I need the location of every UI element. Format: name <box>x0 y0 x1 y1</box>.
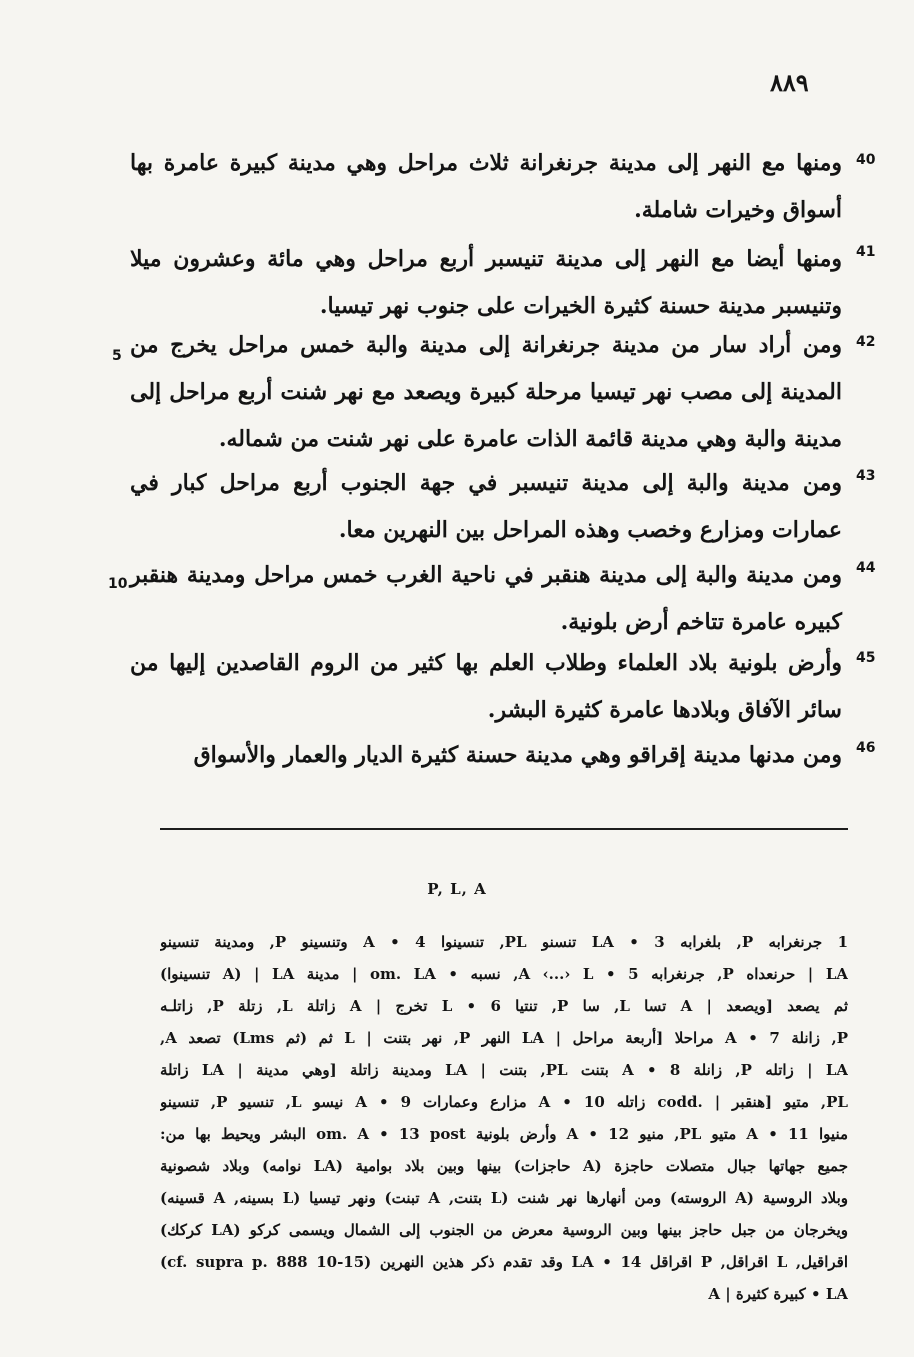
paragraph-number: 41 <box>856 244 876 260</box>
apparatus-line: اقراقيل, L اقراقل, P اقراقل 14 • LA وقد تقدم ذكر هذين النهرين (cf. supra p. 888 10-15) <box>160 1253 848 1271</box>
apparatus-line: وبلاد الروسية (A الروسته) ومن أنهارها نهر شنت (L بتنت, A تبنت) ونهر تيسيا (L بسينه, A قسينه) <box>160 1189 848 1207</box>
paragraph-42: ومن أراد سار من مدينة جرنغرانة إلى مدينة والبة خمس مراحل يخرج من المدينة إلى مصب نهر تيسيا مرحلة كبيرة ويصعد مع نهر شنت أربع مراحل إلى مدينة والبة وهي مدينة قائمة الذات عامرة على نهر شنت من شماله. <box>130 332 843 452</box>
margin-line-number: 10 <box>108 576 128 592</box>
paragraph-number: 42 <box>856 334 876 350</box>
apparatus-line: P, زانلة 7 • A مراحلا [أربعة مراحل | LA النهر P, نهر بتنت | L ثم (ثم Lms) تصعد A, <box>160 1029 848 1047</box>
apparatus-line: ويخرجان من جبل حاجز بينها وبين الروسية معرض من الجنوب إلى الشمال ويسمى كركو (LA كركك) <box>160 1221 848 1239</box>
apparatus-line: ثم يصعد [ويصعد | A تسا L, سا P, تنتيا 6 • L تخرج | A زاتلة L, زتلة P, زاتلـه <box>160 997 848 1015</box>
apparatus-line: LA | حرنعداه P, جرنغرابه 5 • A ‹...› L, نسبه • om. LA | مدينة LA | (A تنسينوا) <box>160 965 848 983</box>
apparatus-line: PL, متيو [هنقبر | .codd زاتله 10 • A مزارع وعمارات 9 • A نيسو L, تنسيو P, تنسينو <box>160 1093 848 1111</box>
paragraph-number: 43 <box>856 468 876 484</box>
apparatus-line: جميع جهاتها جبال متصلات حاجزة (A حاجزات) بينها وبين بلاد بوامية (LA نوامه) وبلاد شصونية <box>160 1157 848 1175</box>
paragraph-44: ومن مدينة والبة إلى مدينة هنقبر في ناحية الغرب خمس مراحل ومدينة هنقبر كبيره عامرة تتاخم أرض بلونية. <box>130 562 842 635</box>
paragraph-number: 40 <box>856 152 876 168</box>
apparatus-sigla: P, L, A <box>427 880 487 898</box>
apparatus-line: 1 جرنغرابه P, بلغرابه LA • 3 تنسنو PL, تنسينوا A • 4 وتنسينو P, ومدينة تنسينو <box>160 933 848 951</box>
paragraph-number: 45 <box>856 650 876 666</box>
page-number: ٨٨٩ <box>770 68 809 97</box>
paragraph-45: وأرض بلونية بلاد العلماء وطلاب العلم بها كثير من الروم القاصدين إليها من سائر الآفاق وبلادها عامرة كثيرة البشر. <box>130 650 842 723</box>
paragraph-number: 44 <box>856 560 876 576</box>
footnote-divider <box>160 828 848 830</box>
paragraph-46: ومن مدنها مدينة إقراقو وهي مدينة حسنة كثيرة الديار والعمار والأسواق <box>193 742 842 768</box>
paragraph-43: ومن مدينة والبة إلى مدينة تنيسبر في جهة الجنوب أربع مراحل كبار في عمارات ومزارع وخصب وهذه المراحل بين النهرين معا. <box>130 470 842 543</box>
apparatus-line: LA | زاتله P, زانلة 8 • A بتنت PL, بتنت | LA ومدينة زاتلة [وهي مدينة | LA زاتلة <box>160 1061 848 1079</box>
margin-line-number: 5 <box>112 348 122 364</box>
paragraph-number: 46 <box>856 740 876 756</box>
apparatus-line: منيوا A • 11 متيو PL, منيو A • 12 وأرض بلونية om. A • 13 post البشر ويحيط بها من: <box>160 1125 848 1143</box>
apparatus-line: LA • كبيرة كثيرة | A <box>708 1285 848 1303</box>
paragraph-40: ومنها مع النهر إلى مدينة جرنغرانة ثلاث مراحل وهي مدينة كبيرة عامرة بها أسواق وخيرات شاملة. <box>130 150 842 223</box>
paragraph-41: ومنها أيضا مع النهر إلى مدينة تنيسبر أربع مراحل وهي مائة وعشرون ميلا وتنيسبر مدينة حسنة كثيرة الخيرات على جنوب نهر تيسيا. <box>130 246 842 319</box>
